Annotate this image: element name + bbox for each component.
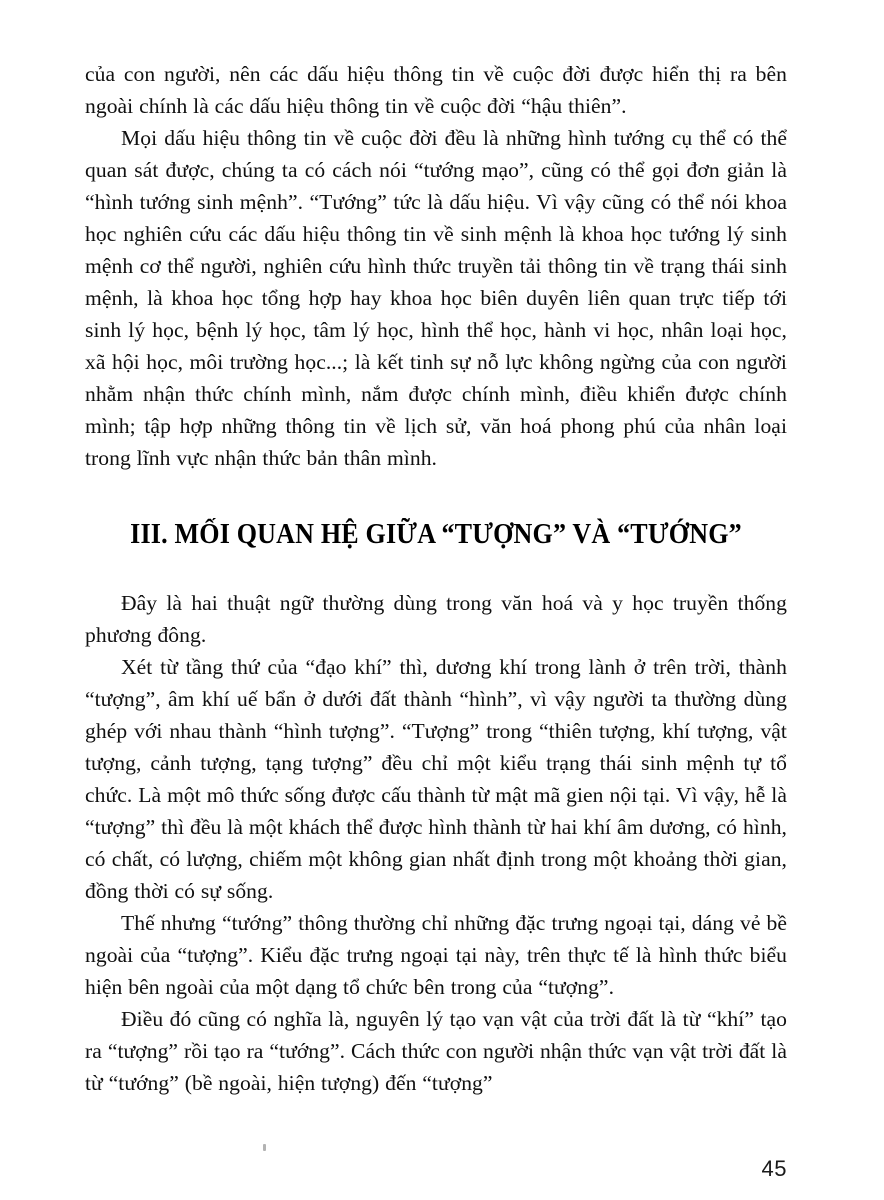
text-column	[85, 58, 787, 1099]
paragraph-continued: của con người, nên các dấu hiệu thông tin về cuộc đời được hiển thị ra bên ngoài chính là các dấu hiệu thông tin về cuộc đời “hậu thiên”.	[85, 62, 787, 118]
paragraph-the-nhung: Thế nhưng “tướng” thông thường chỉ những đặc trưng ngoại tại, dáng vẻ bề ngoài của “tượng”. Kiểu đặc trưng ngoại tại này, trên thực tế là hình thức biểu hiện bên ngoài của một dạng tổ chức bên trong của “tượng”.	[85, 911, 787, 999]
page-title: III. MỐI QUAN HỆ GIỮA “TƯỢNG” VÀ “TƯỚNG”	[130, 519, 742, 550]
section-heading-block	[85, 519, 787, 551]
paragraph-moi-dau-hieu: Mọi dấu hiệu thông tin về cuộc đời đều là những hình tướng cụ thể có thể quan sát được, chúng ta có cách nói “tướng mạo”, cũng có thể gọi đơn giản là “hình tướng sinh mệnh”. “Tướng” tức là dấu hiệu. Vì vậy cũng có thể nói khoa học nghiên cứu các dấu hiệu thông tin về sinh mệnh là khoa học tướng lý sinh mệnh cơ thể người, nghiên cứu hình thức truyền tải thông tin về trạng thái sinh mệnh, là khoa học tổng hợp hay khoa học biên duyên liên quan trực tiếp tới sinh lý học, bệnh lý học, tâm lý học, hình thể học, hành vi học, nhân loại học, xã hội học, môi trường học...; là kết tinh sự nỗ lực không ngừng của con người nhằm nhận thức chính mình, nắm được chính mình, điều khiển được chính mình; tập hợp những thông tin về lịch sử, văn hoá phong phú của nhân loại trong lĩnh vực nhận thức bản thân mình.	[85, 126, 787, 470]
scan-artifact-speck	[263, 1144, 266, 1151]
paragraph-dieu-do-cung: Điều đó cũng có nghĩa là, nguyên lý tạo vạn vật của trời đất là từ “khí” tạo ra “tượng” rồi tạo ra “tướng”. Cách thức con người nhận thức vạn vật trời đất là từ “tướng” (bề ngoài, hiện tượng) đến “tượng”	[85, 1007, 787, 1095]
paragraph-day-la-hai: Đây là hai thuật ngữ thường dùng trong văn hoá và y học truyền thống phương đông.	[85, 591, 787, 647]
page-number: 45	[761, 1156, 787, 1181]
paragraph-xet-tu-tang: Xét từ tầng thứ của “đạo khí” thì, dương khí trong lành ở trên trời, thành “tượng”, âm khí uế bẩn ở dưới đất thành “hình”, vì vậy người ta thường dùng ghép với nhau thành “hình tượng”. “Tượng” trong “thiên tượng, khí tượng, vật tượng, cảnh tượng, tạng tượng” đều chỉ một kiểu trạng thái sinh mệnh tự tổ chức. Là một mô thức sống được cấu thành từ mật mã gien nội tại. Vì vậy, hễ là “tượng” thì đều là một khách thể được hình thành từ hai khí âm dương, có hình, có chất, có lượng, chiếm một không gian nhất định trong một khoảng thời gian, đồng thời có sự sống.	[85, 655, 787, 903]
